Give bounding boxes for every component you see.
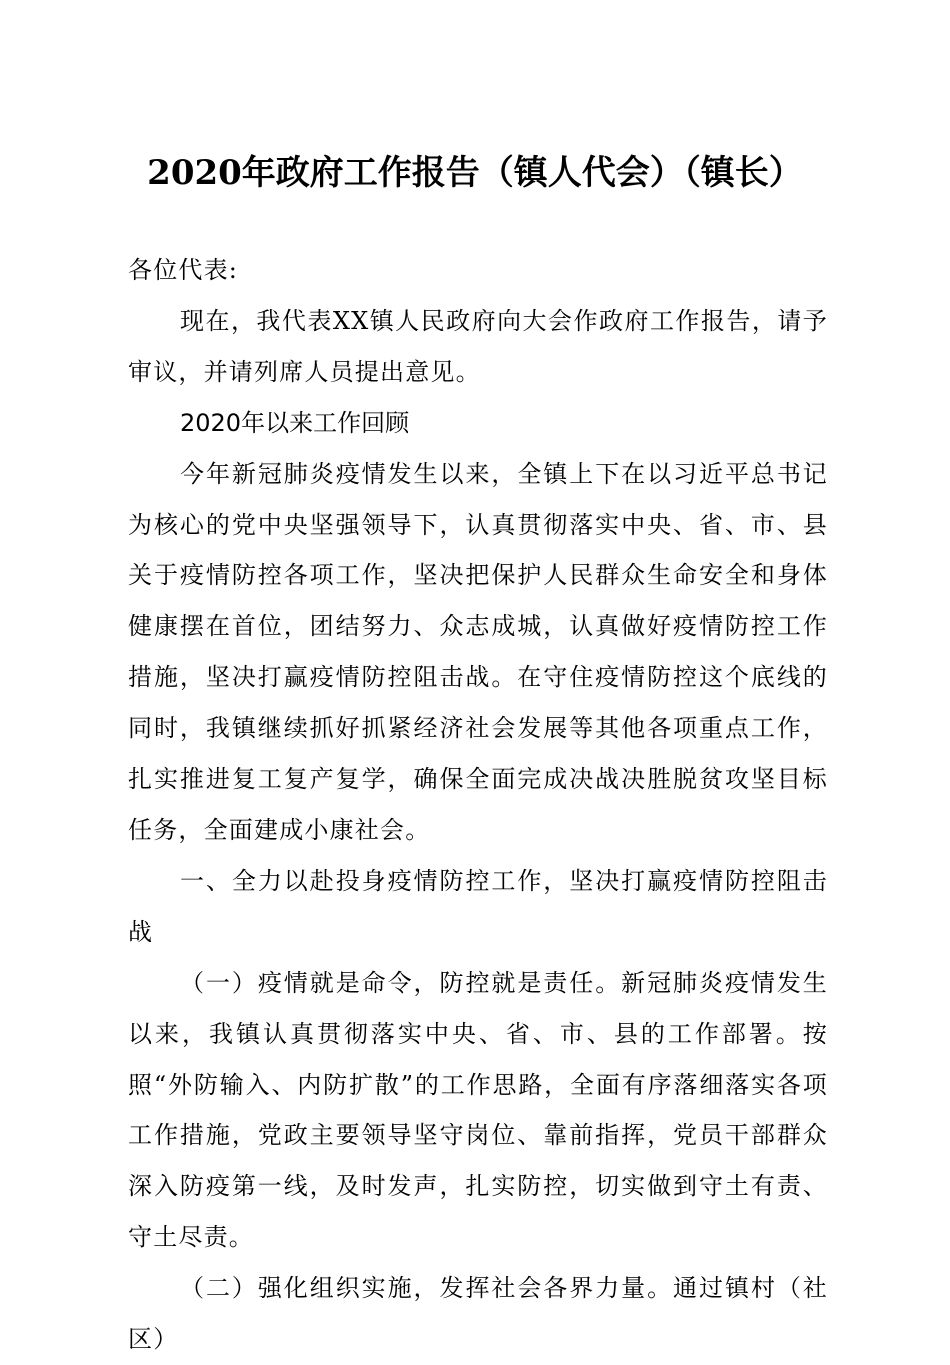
- section1-item2: （二）强化组织实施，发挥社会各界力量。通过镇村（社区）: [128, 1274, 828, 1354]
- salutation: 各位代表:: [128, 256, 239, 284]
- intro-paragraph: 现在，我代表XX镇人民政府向大会作政府工作报告，请予审议，并请列席人员提出意见。: [128, 306, 828, 386]
- section1-heading: 一、全力以赴投身疫情防控工作，坚决打赢疫情防控阻击战: [128, 866, 828, 946]
- section1-item1: （一）疫情就是命令，防控就是责任。新冠肺炎疫情发生以来，我镇认真贯彻落实中央、省、市、县的工作部署。按照“外防输入、内防扩散”的工作思路，全面有序落细落实各项工作措施，党政主要领导坚守岗位、靠前指挥，党员干部群众深入防疫第一线，及时发声，扎实防控，切实做到守土有责、守土尽责。: [128, 968, 828, 1252]
- document-title: 2020年政府工作报告（镇人代会）（镇长）: [147, 153, 803, 193]
- review-paragraph: 今年新冠肺炎疫情发生以来，全镇上下在以习近平总书记为核心的党中央坚强领导下，认真贯彻落实中央、省、市、县关于疫情防控各项工作，坚决把保护人民群众生命安全和身体健康摆在首位，团结努力、众志成城，认真做好疫情防控工作措施，坚决打赢疫情防控阻击战。在守住疫情防控这个底线的同时，我镇继续抓好抓紧经济社会发展等其他各项重点工作，扎实推进复工复产复学，确保全面完成决战决胜脱贫攻坚目标任务，全面建成小康社会。: [128, 459, 828, 844]
- review-heading: 2020年以来工作回顾: [180, 408, 410, 437]
- document-body: [128, 245, 828, 1365]
